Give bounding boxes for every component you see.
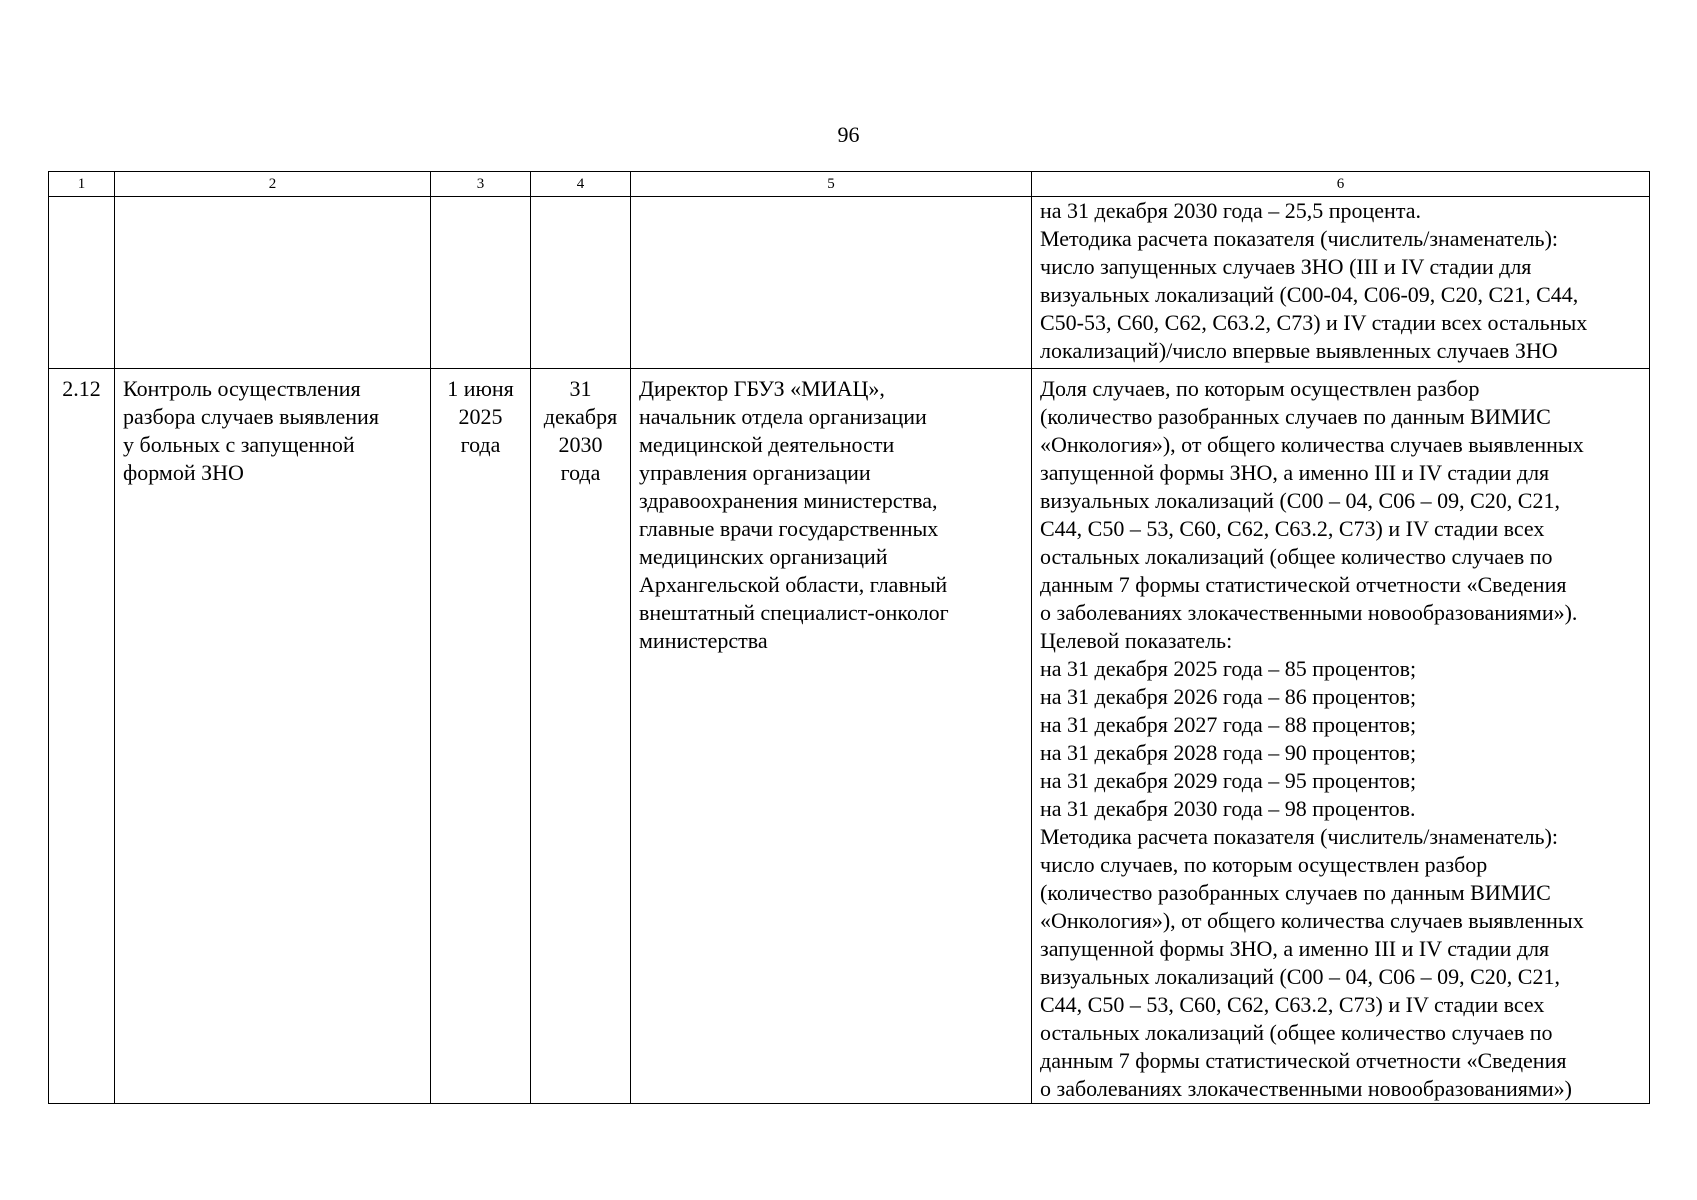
end-date-cell (531, 197, 631, 369)
table-row-continuation (49, 197, 1650, 369)
column-number-header-row (49, 172, 1650, 197)
page-number: 96 (837, 122, 860, 147)
row-number-cell (49, 197, 115, 369)
column-number-6: 6 (1032, 172, 1650, 197)
column-number-5: 5 (631, 172, 1032, 197)
indicator-cell: Доля случаев, по которым осуществлен разбор (количество разобранных случаев по данным ВИМИС «Онкология»), от общего количества случаев выявленных запущенной формы ЗНО, а именно III и IV стадии для визуальных локализаций (С00 – 04, С06 – 09, С20, С21, С44, С50 – 53, С60, С62, С63.2, С73) и IV стадии всех остальных локализаций (общее количество случаев по данным 7 формы статистической отчетности «Сведения о заболеваниях злокачественными новообразованиями»). Целевой показатель: на 31 декабря 2025 года – 85 процентов; на 31 декабря 2026 года – 86 процентов; на 31 декабря 2027 года – 88 процентов; на 31 декабря 2028 года – 90 процентов; на 31 декабря 2029 года – 95 процентов; на 31 декабря 2030 года – 98 процентов. Методика расчета показателя (числитель/знаменатель): число случаев, по которым осуществлен разбор (количество разобранных случаев по данным ВИМИС «Онкология»), от общего количества случаев выявленных запущенной формы ЗНО, а именно III и IV стадии для визуальных локализаций (С00 – 04, С06 – 09, С20, С21, С44, С50 – 53, С60, С62, С63.2, С73) и IV стадии всех остальных локализаций (общее количество случаев по данным 7 формы статистической отчетности «Сведения о заболеваниях злокачественными новообразованиями») (1032, 369, 1650, 1104)
column-number-1: 1 (49, 172, 115, 197)
column-number-2: 2 (115, 172, 431, 197)
indicator-cell: на 31 декабря 2030 года – 25,5 процента. Методика расчета показателя (числитель/знаменатель): число запущенных случаев ЗНО (III и IV стадии для визуальных локализаций (С00-04, С06-09, С20, С21, С44, С50-53, С60, С62, С63.2, С73) и IV стадии всех остальных локализаций)/число впервые выявленных случаев ЗНО (1032, 197, 1650, 369)
start-date-cell (431, 197, 531, 369)
table-row-2-12 (49, 369, 1650, 1104)
end-date-cell: 31 декабря 2030 года (531, 369, 631, 1104)
responsible-cell (631, 197, 1032, 369)
start-date-cell: 1 июня 2025 года (431, 369, 531, 1104)
column-number-4: 4 (531, 172, 631, 197)
row-number-cell: 2.12 (49, 369, 115, 1104)
action-cell: Контроль осуществления разбора случаев выявления у больных с запущенной формой ЗНО (115, 369, 431, 1104)
column-number-3: 3 (431, 172, 531, 197)
plan-table (48, 171, 1650, 1104)
responsible-cell: Директор ГБУЗ «МИАЦ», начальник отдела организации медицинской деятельности управления организации здравоохранения министерства, главные врачи государственных медицинских организаций Архангельской области, главный внештатный специалист-онколог министерства (631, 369, 1032, 1104)
action-cell (115, 197, 431, 369)
